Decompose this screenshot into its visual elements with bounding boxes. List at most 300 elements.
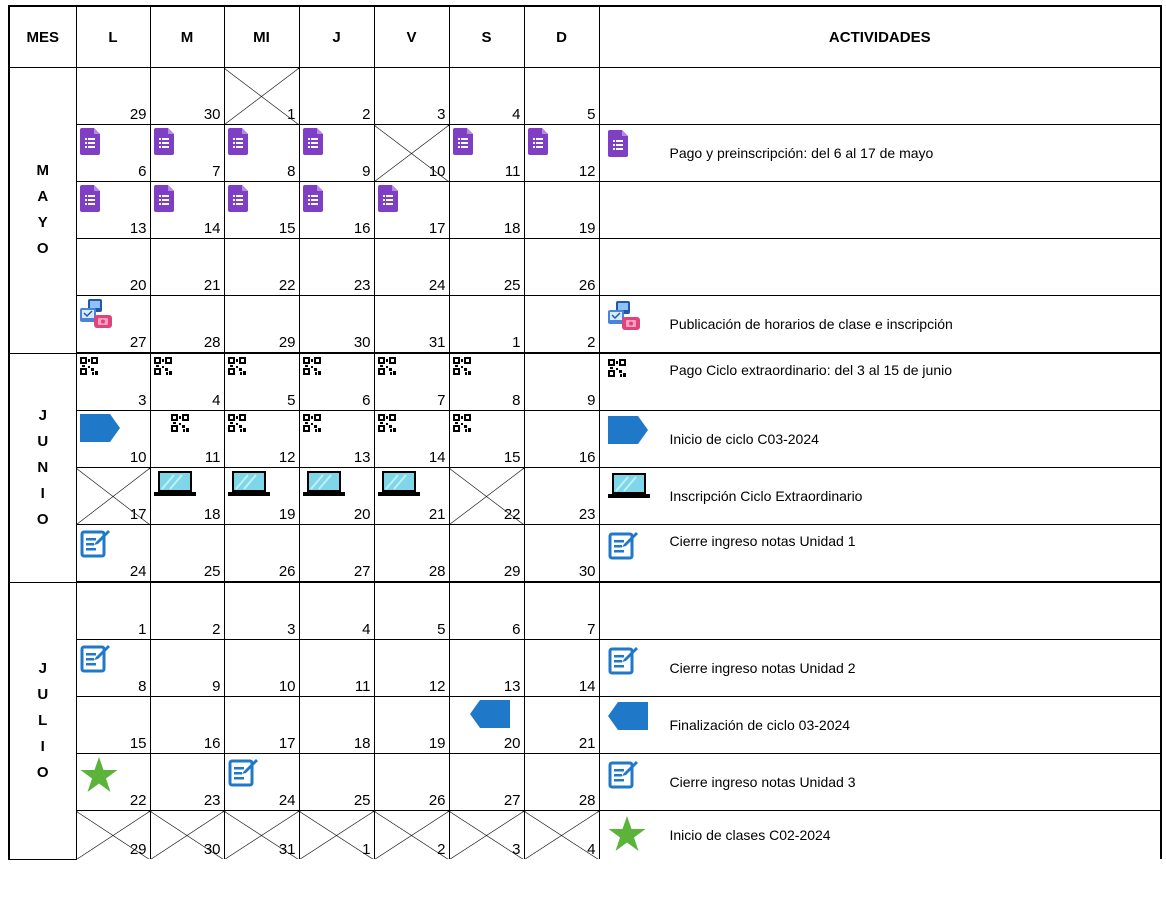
- week-row: [9, 68, 1161, 125]
- day-number: 16: [353, 220, 371, 237]
- day-number: 3: [512, 841, 521, 858]
- grades-icon: [80, 643, 110, 673]
- day-number: 11: [504, 163, 521, 180]
- day-cell-lunes: [76, 468, 150, 525]
- week-row: [9, 811, 1161, 860]
- qr-icon: [228, 357, 246, 375]
- grades-icon: [80, 528, 110, 558]
- activity-cell: [599, 525, 1161, 583]
- day-cell-sabado: [449, 182, 524, 239]
- day-number: 16: [578, 449, 596, 466]
- day-cell-jueves: [299, 582, 374, 640]
- day-number: 17: [278, 735, 296, 752]
- qr-icon: [453, 357, 471, 375]
- week-row: [9, 182, 1161, 239]
- day-number: 19: [278, 506, 296, 523]
- day-cell-sabado: [449, 296, 524, 354]
- day-number: 15: [278, 220, 296, 237]
- day-cell-miercoles: [224, 296, 299, 354]
- month-letter: U: [37, 685, 49, 703]
- day-number: 12: [578, 163, 596, 180]
- month-letter: M: [36, 162, 49, 180]
- day-number: 4: [512, 106, 521, 123]
- day-number: 25: [203, 563, 221, 580]
- day-number: 2: [437, 841, 446, 858]
- week-row: [9, 296, 1161, 354]
- day-cell-lunes: [76, 68, 150, 125]
- day-cell-martes: [150, 640, 224, 697]
- day-number: 27: [353, 563, 371, 580]
- month-letter: J: [38, 659, 47, 677]
- day-cell-domingo: [524, 296, 599, 354]
- activity-cell: [599, 697, 1161, 754]
- day-number: 29: [129, 106, 147, 123]
- day-cell-lunes: [76, 754, 150, 811]
- header-martes: M: [150, 6, 224, 68]
- day-number: 24: [278, 792, 296, 809]
- day-number: 8: [512, 392, 521, 409]
- laptop-icon: [608, 473, 650, 499]
- day-cell-viernes: [374, 182, 449, 239]
- arrow-right-icon: [80, 414, 120, 442]
- day-number: 20: [503, 735, 521, 752]
- day-number: 22: [503, 506, 521, 523]
- day-cell-domingo: [524, 640, 599, 697]
- header-mes: MES: [9, 6, 76, 68]
- day-cell-jueves: [299, 296, 374, 354]
- day-cell-miercoles: [224, 68, 299, 125]
- day-cell-jueves: [299, 125, 374, 182]
- day-cell-jueves: [299, 411, 374, 468]
- day-cell-lunes: [76, 697, 150, 754]
- day-number: 23: [353, 277, 371, 294]
- day-cell-sabado: [449, 640, 524, 697]
- day-number: 6: [512, 621, 521, 638]
- activity-cell: [599, 239, 1161, 296]
- header-sabado: S: [449, 6, 524, 68]
- day-cell-lunes: [76, 353, 150, 411]
- day-cell-jueves: [299, 811, 374, 860]
- day-number: 2: [587, 334, 596, 351]
- day-number: 10: [278, 678, 296, 695]
- day-number: 4: [587, 841, 596, 858]
- header-viernes: V: [374, 6, 449, 68]
- day-number: 15: [129, 735, 147, 752]
- day-cell-martes: [150, 182, 224, 239]
- day-cell-viernes: [374, 353, 449, 411]
- day-cell-viernes: [374, 239, 449, 296]
- day-cell-jueves: [299, 640, 374, 697]
- day-number: 19: [428, 735, 446, 752]
- grades-icon: [228, 757, 258, 787]
- day-number: 25: [353, 792, 371, 809]
- day-number: 28: [578, 792, 596, 809]
- arrow-left-icon: [470, 700, 510, 728]
- day-cell-lunes: [76, 525, 150, 583]
- day-number: 9: [587, 392, 596, 409]
- qr-icon: [80, 357, 98, 375]
- day-number: 20: [129, 277, 147, 294]
- day-number: 5: [437, 621, 446, 638]
- form-icon: [154, 128, 174, 155]
- day-cell-jueves: [299, 754, 374, 811]
- day-number: 27: [503, 792, 521, 809]
- activity-cell: [599, 411, 1161, 468]
- day-cell-domingo: [524, 353, 599, 411]
- month-letter: O: [36, 240, 49, 258]
- calendar-table: [8, 5, 1162, 860]
- day-number: 3: [138, 392, 147, 409]
- day-cell-viernes: [374, 525, 449, 583]
- day-cell-viernes: [374, 754, 449, 811]
- day-number: 25: [503, 277, 521, 294]
- qr-icon: [228, 414, 246, 432]
- day-number: 27: [129, 334, 147, 351]
- month-letter: U: [37, 432, 49, 450]
- day-cell-viernes: [374, 697, 449, 754]
- day-number: 18: [503, 220, 521, 237]
- day-number: 21: [578, 735, 596, 752]
- day-cell-sabado: [449, 754, 524, 811]
- activity-cell: [599, 182, 1161, 239]
- day-cell-domingo: [524, 411, 599, 468]
- month-letter: N: [37, 458, 49, 476]
- star-icon: [80, 757, 118, 793]
- day-number: 28: [203, 334, 221, 351]
- day-number: 13: [353, 449, 371, 466]
- day-cell-domingo: [524, 239, 599, 296]
- day-number: 16: [203, 735, 221, 752]
- day-number: 22: [278, 277, 296, 294]
- day-cell-martes: [150, 811, 224, 860]
- day-number: 10: [428, 163, 446, 180]
- day-cell-lunes: [76, 411, 150, 468]
- form-icon: [303, 128, 323, 155]
- day-cell-lunes: [76, 640, 150, 697]
- day-cell-viernes: [374, 68, 449, 125]
- day-number: 9: [362, 163, 371, 180]
- qr-icon: [453, 414, 471, 432]
- day-number: 30: [578, 563, 596, 580]
- grades-icon: [608, 759, 638, 789]
- header-domingo: D: [524, 6, 599, 68]
- day-cell-sabado: [449, 125, 524, 182]
- day-number: 24: [129, 563, 147, 580]
- qr-icon: [378, 414, 396, 432]
- day-cell-martes: [150, 697, 224, 754]
- day-number: 17: [428, 220, 446, 237]
- day-cell-miercoles: [224, 697, 299, 754]
- qr-icon: [154, 357, 172, 375]
- day-cell-martes: [150, 296, 224, 354]
- month-letter: O: [36, 510, 49, 528]
- header-actividades: ACTIVIDADES: [599, 6, 1161, 68]
- activity-cell: [599, 125, 1161, 182]
- activity-text: Cierre ingreso notas Unidad 2: [669, 660, 856, 676]
- qr-icon: [303, 357, 321, 375]
- activity-cell: [599, 296, 1161, 354]
- day-number: 1: [138, 621, 147, 638]
- day-number: 30: [203, 106, 221, 123]
- day-number: 18: [203, 506, 221, 523]
- day-cell-lunes: [76, 811, 150, 860]
- day-cell-domingo: [524, 525, 599, 583]
- day-number: 13: [129, 220, 147, 237]
- week-row: [9, 125, 1161, 182]
- week-row: [9, 525, 1161, 583]
- day-number: 26: [578, 277, 596, 294]
- day-cell-sabado: [449, 411, 524, 468]
- day-cell-sabado: [449, 239, 524, 296]
- day-number: 4: [362, 621, 371, 638]
- activity-text: Finalización de ciclo 03-2024: [669, 717, 851, 733]
- day-cell-domingo: [524, 125, 599, 182]
- day-number: 3: [437, 106, 446, 123]
- activity-text: Publicación de horarios de clase e inscripción: [669, 316, 953, 332]
- day-number: 3: [287, 621, 296, 638]
- day-number: 26: [428, 792, 446, 809]
- day-number: 6: [138, 163, 147, 180]
- laptop-icon: [154, 471, 196, 497]
- day-number: 13: [503, 678, 521, 695]
- activity-text: Pago y preinscripción: del 6 al 17 de mayo: [669, 145, 934, 161]
- star-icon: [608, 816, 646, 852]
- form-icon: [80, 185, 100, 212]
- month-letter: I: [40, 737, 45, 755]
- grades-icon: [608, 530, 638, 560]
- day-cell-viernes: [374, 468, 449, 525]
- day-cell-jueves: [299, 239, 374, 296]
- day-number: 19: [578, 220, 596, 237]
- activity-text: Cierre ingreso notas Unidad 1: [669, 533, 856, 549]
- day-number: 28: [428, 563, 446, 580]
- form-icon: [378, 185, 398, 212]
- qr-icon: [303, 414, 321, 432]
- day-number: 29: [278, 334, 296, 351]
- month-letter: A: [37, 188, 49, 206]
- form-icon: [80, 128, 100, 155]
- laptop-icon: [303, 471, 345, 497]
- day-number: 8: [287, 163, 296, 180]
- day-number: 9: [212, 678, 221, 695]
- day-number: 26: [278, 563, 296, 580]
- form-icon: [528, 128, 548, 155]
- day-cell-martes: [150, 525, 224, 583]
- day-cell-martes: [150, 125, 224, 182]
- day-cell-sabado: [449, 582, 524, 640]
- publish-icon: [80, 299, 114, 329]
- day-cell-domingo: [524, 182, 599, 239]
- day-cell-jueves: [299, 182, 374, 239]
- day-number: 18: [353, 735, 371, 752]
- day-cell-sabado: [449, 353, 524, 411]
- month-label-junio: [9, 353, 76, 582]
- day-number: 22: [129, 792, 147, 809]
- activity-text: Inicio de clases C02-2024: [669, 827, 831, 843]
- day-cell-miercoles: [224, 754, 299, 811]
- day-cell-miercoles: [224, 125, 299, 182]
- day-number: 29: [503, 563, 521, 580]
- day-cell-domingo: [524, 68, 599, 125]
- activity-cell: [599, 353, 1161, 411]
- day-number: 23: [203, 792, 221, 809]
- day-cell-martes: [150, 68, 224, 125]
- day-cell-lunes: [76, 182, 150, 239]
- month-label-julio: [9, 582, 76, 859]
- header-miercoles: MI: [224, 6, 299, 68]
- activity-cell: [599, 468, 1161, 525]
- activity-text: Inscripción Ciclo Extraordinario: [669, 488, 863, 504]
- day-cell-martes: [150, 239, 224, 296]
- day-cell-martes: [150, 353, 224, 411]
- day-number: 7: [437, 392, 446, 409]
- day-cell-miercoles: [224, 411, 299, 468]
- day-cell-sabado: [449, 525, 524, 583]
- day-cell-jueves: [299, 697, 374, 754]
- activity-cell: [599, 811, 1161, 860]
- day-number: 24: [428, 277, 446, 294]
- week-row: [9, 353, 1161, 411]
- day-number: 21: [203, 277, 221, 294]
- day-cell-viernes: [374, 411, 449, 468]
- day-cell-domingo: [524, 582, 599, 640]
- header-jueves: J: [299, 6, 374, 68]
- form-icon: [228, 185, 248, 212]
- week-row: [9, 411, 1161, 468]
- day-cell-lunes: [76, 125, 150, 182]
- day-cell-miercoles: [224, 525, 299, 583]
- day-number: 30: [203, 841, 221, 858]
- day-cell-jueves: [299, 525, 374, 583]
- week-row: [9, 468, 1161, 525]
- arrow-left-icon: [608, 702, 648, 730]
- day-number: 1: [362, 841, 371, 858]
- month-letter: L: [38, 711, 48, 729]
- week-row: [9, 754, 1161, 811]
- day-cell-miercoles: [224, 353, 299, 411]
- day-cell-miercoles: [224, 582, 299, 640]
- grades-icon: [608, 645, 638, 675]
- day-cell-martes: [150, 582, 224, 640]
- qr-icon: [378, 357, 396, 375]
- day-cell-viernes: [374, 296, 449, 354]
- header-lunes: L: [76, 6, 150, 68]
- activity-text: Cierre ingreso notas Unidad 3: [669, 774, 856, 790]
- day-number: 17: [129, 506, 147, 523]
- day-number: 12: [278, 449, 296, 466]
- week-row: [9, 582, 1161, 640]
- day-number: 4: [212, 392, 221, 409]
- day-number: 11: [354, 678, 371, 695]
- form-icon: [154, 185, 174, 212]
- header-row: [9, 6, 1161, 68]
- day-cell-viernes: [374, 640, 449, 697]
- laptop-icon: [378, 471, 420, 497]
- day-number: 12: [428, 678, 446, 695]
- day-cell-miercoles: [224, 239, 299, 296]
- publish-icon: [608, 301, 642, 331]
- day-cell-viernes: [374, 125, 449, 182]
- day-number: 5: [587, 106, 596, 123]
- day-number: 29: [129, 841, 147, 858]
- day-cell-sabado: [449, 468, 524, 525]
- day-number: 8: [138, 678, 147, 695]
- day-number: 2: [362, 106, 371, 123]
- activity-text: Pago Ciclo extraordinario: del 3 al 15 de junio: [669, 362, 953, 378]
- week-row: [9, 697, 1161, 754]
- month-letter: J: [38, 406, 47, 424]
- day-cell-sabado: [449, 68, 524, 125]
- month-letter: Y: [37, 214, 48, 232]
- day-number: 30: [353, 334, 371, 351]
- day-number: 14: [428, 449, 446, 466]
- form-icon: [608, 130, 628, 157]
- week-row: [9, 640, 1161, 697]
- day-cell-domingo: [524, 468, 599, 525]
- form-icon: [228, 128, 248, 155]
- activity-cell: [599, 640, 1161, 697]
- qr-icon: [171, 414, 189, 432]
- day-cell-jueves: [299, 468, 374, 525]
- day-number: 31: [278, 841, 296, 858]
- day-number: 15: [503, 449, 521, 466]
- activity-text: Inicio de ciclo C03-2024: [669, 431, 819, 447]
- day-cell-viernes: [374, 582, 449, 640]
- qr-icon: [608, 359, 626, 377]
- day-cell-jueves: [299, 68, 374, 125]
- month-letter: O: [36, 763, 49, 781]
- day-number: 14: [578, 678, 596, 695]
- laptop-icon: [228, 471, 270, 497]
- month-label-mayo: [9, 68, 76, 354]
- day-cell-martes: [150, 754, 224, 811]
- activity-cell: [599, 754, 1161, 811]
- day-number: 1: [512, 334, 521, 351]
- day-number: 1: [287, 106, 296, 123]
- day-cell-jueves: [299, 353, 374, 411]
- day-cell-martes: [150, 411, 224, 468]
- day-cell-sabado: [449, 811, 524, 860]
- day-cell-sabado: [449, 697, 524, 754]
- day-cell-lunes: [76, 239, 150, 296]
- day-number: 31: [428, 334, 446, 351]
- day-cell-domingo: [524, 697, 599, 754]
- arrow-right-icon: [608, 416, 648, 444]
- day-number: 5: [287, 392, 296, 409]
- day-number: 14: [203, 220, 221, 237]
- day-cell-lunes: [76, 582, 150, 640]
- week-row: [9, 239, 1161, 296]
- day-cell-miercoles: [224, 640, 299, 697]
- day-number: 2: [212, 621, 221, 638]
- day-cell-domingo: [524, 811, 599, 860]
- day-number: 23: [578, 506, 596, 523]
- day-cell-domingo: [524, 754, 599, 811]
- day-cell-viernes: [374, 811, 449, 860]
- day-cell-miercoles: [224, 468, 299, 525]
- activity-cell: [599, 582, 1161, 640]
- day-number: 10: [129, 449, 147, 466]
- activity-cell: [599, 68, 1161, 125]
- day-number: 7: [587, 621, 596, 638]
- month-letter: I: [40, 484, 45, 502]
- day-number: 7: [212, 163, 221, 180]
- day-number: 20: [353, 506, 371, 523]
- day-number: 21: [428, 506, 446, 523]
- day-cell-martes: [150, 468, 224, 525]
- day-number: 6: [362, 392, 371, 409]
- form-icon: [303, 185, 323, 212]
